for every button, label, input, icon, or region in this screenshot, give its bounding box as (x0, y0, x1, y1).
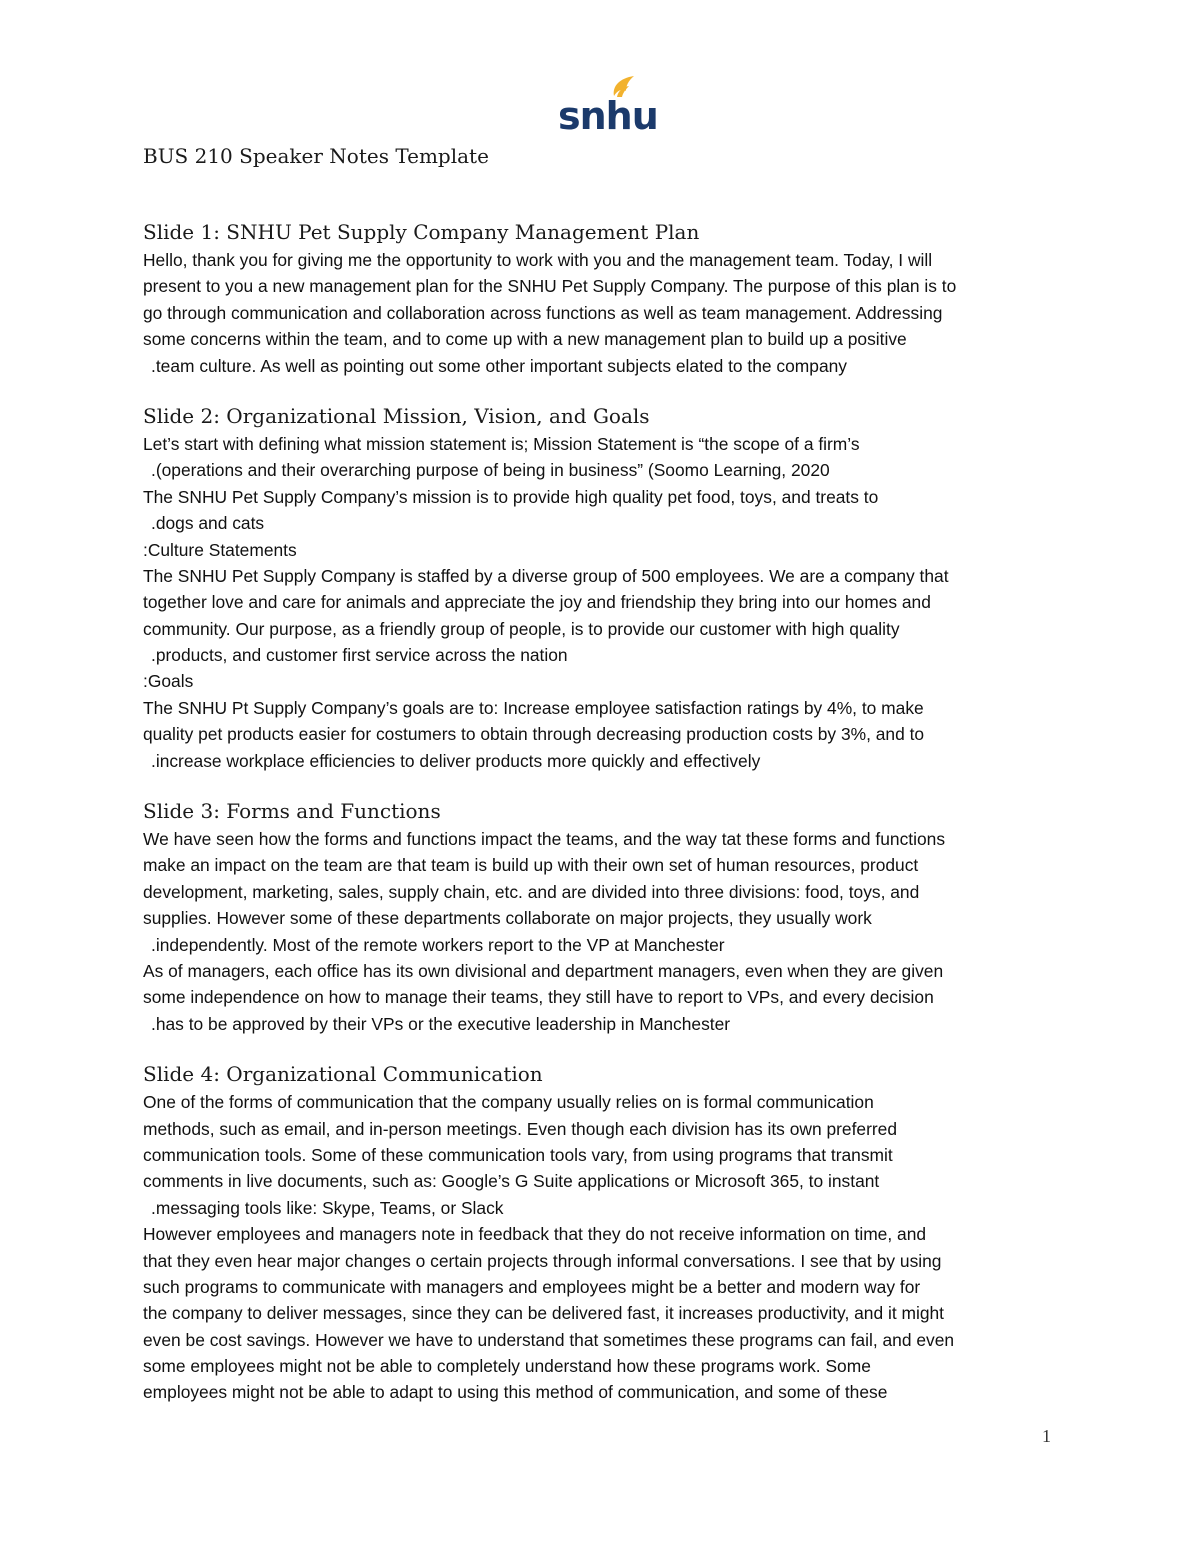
snhu-logo (556, 72, 658, 138)
document-title: BUS 210 Speaker Notes Template (143, 144, 489, 168)
text-line: make an impact on the team are that team is build up with their own set of human resources, product (143, 855, 919, 876)
text-line: methods, such as email, and in-person meetings. Even though each division has its own preferred (143, 1118, 898, 1139)
logo-wordmark: snhu (558, 94, 658, 138)
text-line: quality pet products easier for costumers to obtain through decreasing production costs by 3%, and to (143, 724, 925, 745)
page-number: 1 (1042, 1426, 1051, 1446)
slides-container (143, 217, 1068, 1406)
text-line: However employees and managers note in feedback that they do not receive information on time, and (143, 1224, 927, 1245)
text-line: communication tools. Some of these communication tools vary, from using programs that transmit (143, 1144, 893, 1165)
slide-section-1 (143, 217, 1068, 379)
text-line: The SNHU Pt Supply Company’s goals are to: Increase employee satisfaction ratings by 4%, to make (143, 697, 924, 718)
text-line: We have seen how the forms and functions impact the teams, and the way tat these forms and functions (143, 829, 946, 850)
text-line: .products, and customer first service across the nation (151, 645, 568, 666)
text-line: .has to be approved by their VPs or the executive leadership in Manchester (151, 1013, 731, 1034)
slide-section-2 (143, 401, 1068, 774)
document-body (143, 141, 1068, 1428)
text-line: .dogs and cats (151, 513, 265, 534)
text-line: Let’s start with defining what mission statement is; Mission Statement is “the scope of a firm’s (143, 433, 860, 454)
text-line: As of managers, each office has its own divisional and department managers, even when they are given (143, 960, 944, 981)
slide-heading: Slide 4: Organizational Communication (143, 1062, 543, 1087)
text-line: .increase workplace efficiencies to deliver products more quickly and effectively (151, 750, 761, 771)
slide-section-3 (143, 796, 1068, 1037)
text-line: One of the forms of communication that the company usually relies on is formal communication (143, 1092, 874, 1113)
text-line: Hello, thank you for giving me the opportunity to work with you and the management team. Today, I will (143, 250, 933, 270)
text-line: present to you a new management plan for the SNHU Pet Supply Company. The purpose of this plan is to (143, 276, 957, 297)
slide-heading: Slide 2: Organizational Mission, Vision, and Goals (143, 403, 650, 428)
text-line: :Goals (143, 671, 194, 692)
text-line: supplies. However some of these departments collaborate on major projects, they usually work (143, 908, 872, 929)
text-line: development, marketing, sales, supply chain, etc. and are divided into three divisions: food, toys, and (143, 881, 920, 902)
text-line: .(operations and their overarching purpose of being in business” (Soomo Learning, 2020 (151, 460, 830, 481)
slide-heading: Slide 1: SNHU Pet Supply Company Management Plan (143, 220, 700, 244)
text-line: employees might not be able to adapt to using this method of communication, and some of these (143, 1382, 888, 1403)
text-line: comments in live documents, such as: Google’s G Suite applications or Microsoft 365, to instant (143, 1171, 880, 1192)
text-line: some employees might not be able to completely understand how these programs work. Some (143, 1356, 871, 1377)
slide-section-4 (143, 1059, 1068, 1406)
text-line: that they even hear major changes o certain projects through informal conversations. I see that by using (143, 1250, 942, 1271)
text-line: some independence on how to manage their teams, they still have to report to VPs, and every decision (143, 987, 934, 1008)
text-line: even be cost savings. However we have to understand that sometimes these programs can fail, and even (143, 1329, 955, 1350)
text-line: some concerns within the team, and to come up with a new management plan to build up a positive (143, 329, 907, 350)
text-line: such programs to communicate with managers and employees might be a better and modern way for (143, 1276, 921, 1297)
text-line: .team culture. As well as pointing out some other important subjects elated to the company (151, 355, 847, 376)
text-line: go through communication and collaboration across functions as well as team management. Addressing (143, 302, 943, 323)
text-line: .messaging tools like: Skype, Teams, or Slack (151, 1197, 504, 1218)
text-line: community. Our purpose, as a friendly group of people, is to provide our customer with high quality (143, 618, 900, 639)
text-line: together love and care for animals and appreciate the joy and friendship they bring into our homes and (143, 592, 931, 613)
text-line: The SNHU Pet Supply Company’s mission is to provide high quality pet food, toys, and treats to (143, 486, 879, 507)
text-line: The SNHU Pet Supply Company is staffed by a diverse group of 500 employees. We are a company that (143, 565, 949, 586)
slide-heading: Slide 3: Forms and Functions (143, 799, 441, 824)
text-line: .independently. Most of the remote workers report to the VP at Manchester (151, 934, 725, 955)
text-line: :Culture Statements (143, 539, 297, 560)
text-line: the company to deliver messages, since they can be delivered fast, it increases productivity, and it might (143, 1303, 945, 1324)
